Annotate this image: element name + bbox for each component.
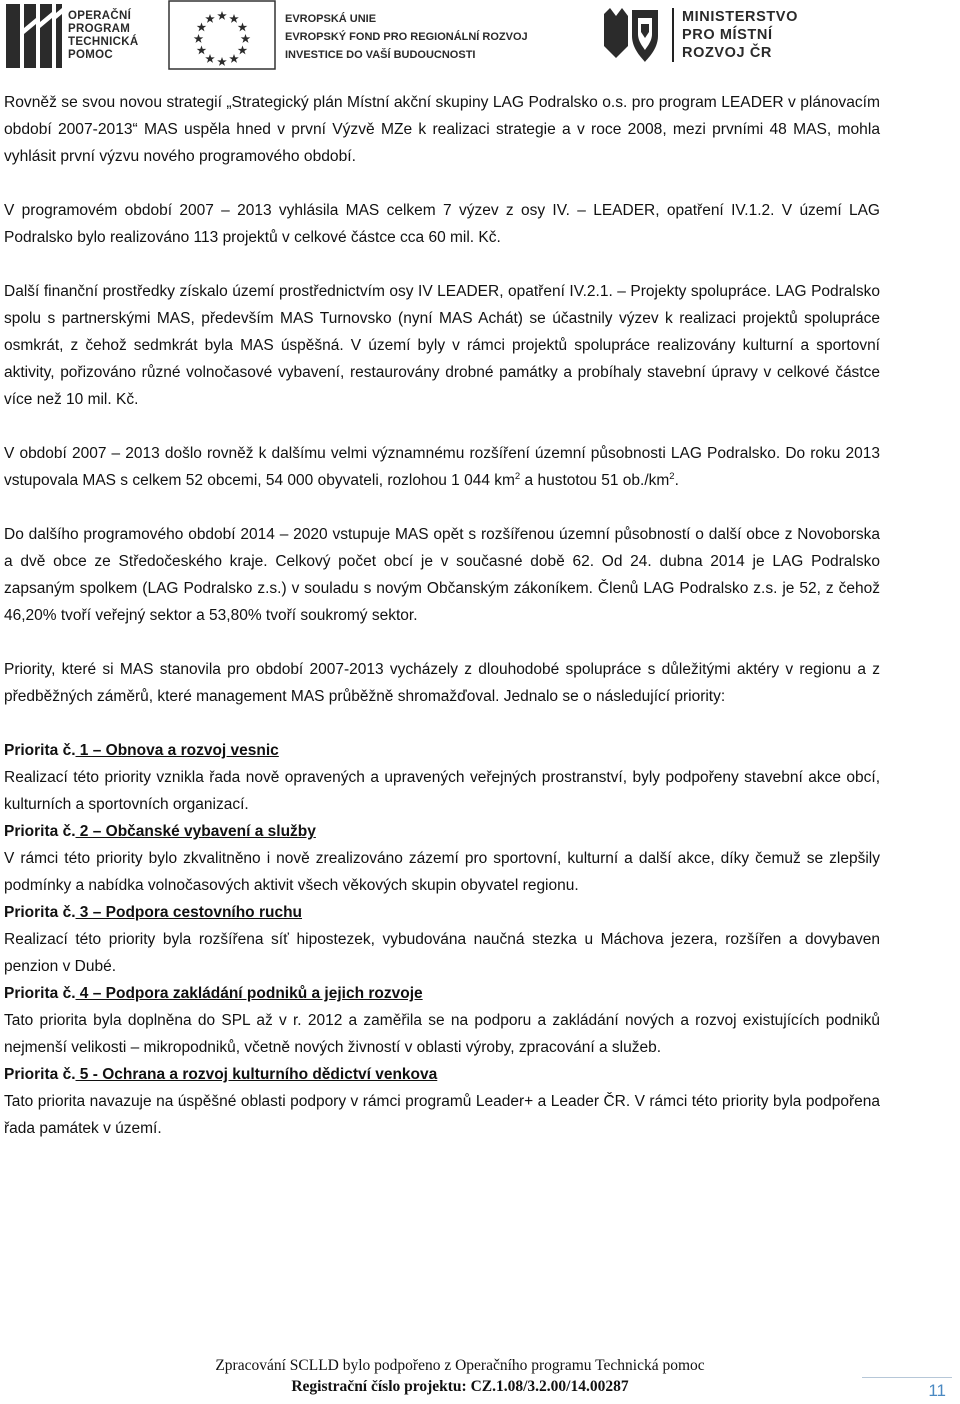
op-stripes-icon (6, 4, 62, 68)
ministry-separator (672, 8, 674, 62)
priority-item (4, 899, 880, 980)
priorities-list (4, 737, 880, 1142)
footer-registration-line: Registrační číslo projektu: CZ.1.08/3.2.00/14.00287 (291, 1378, 629, 1395)
footer-divider (862, 1377, 952, 1378)
footer-text (180, 1355, 740, 1397)
paragraph-priorities-intro: Priority, které si MAS stanovila pro období 2007-2013 vycházely z dlouhodobé spolupráce s důležitými aktéry v regionu a z předběžných záměrů, které management MAS průběžně shromažďoval. Jednalo se o následující priority: (4, 661, 880, 705)
priority-item (4, 980, 880, 1061)
priority-text: Tato priorita byla doplněna do SPL až v r. 2012 a zaměřila se na podporu a zakládání nových a rozvoj existujících podniků nejmenší velikosti – mikropodniků, včetně nových živností v oblasti výroby, zpracování a služeb. (4, 1012, 880, 1056)
priority-heading: Priorita č. 1 – Obnova a rozvoj vesnic (4, 742, 279, 759)
priority-item (4, 1061, 880, 1142)
priority-text: V rámci této priority bylo zkvalitněno i nově zrealizováno zázemí pro sportovní, kulturní a další akce, díky čemuž se zlepšily podmínky a nabídka volnočasových aktivit všech věkových skupin obyvatel regionu. (4, 850, 880, 894)
paragraph-cooperation-projects: Další finanční prostředky získalo území prostřednictvím osy IV LEADER, opatření IV.2.1. – Projekty spolupráce. LAG Podralsko spolu s partnerskými MAS, především MAS Turnovsko (nyní MAS Achát) se účastnily výzev k realizaci projektů spolupráce osmkrát, z čehož sedmkrát byla MAS úspěšná. V území byly v rámci projektů spolupráce realizovány kulturní a sportovní aktivity, pořizováno různé volnočasové vybavení, restaurovány drobné památky a probíhaly stavební úpravy v celkové částce více než 10 mil. Kč. (4, 283, 880, 408)
page-number: 11 (928, 1381, 946, 1400)
priority-text: Realizací této priority vznikla řada nově opravených a upravených veřejných prostranství, byly podpořeny stavební akce obcí, kulturních a sportovních organizací. (4, 769, 880, 813)
priority-heading: Priorita č. 3 – Podpora cestovního ruchu (4, 904, 303, 921)
page-header (0, 0, 960, 74)
priority-heading: Priorita č. 5 - Ochrana a rozvoj kulturního dědictví venkova (4, 1066, 438, 1083)
document-body (4, 89, 880, 1142)
eu-fund-text: EVROPSKÁ UNIE EVROPSKÝ FOND PRO REGIONÁLNÍ ROZVOJ INVESTICE DO VAŠÍ BUDOUCNOSTI (285, 13, 528, 61)
op-logo-text: OPERAČNÍ PROGRAM TECHNICKÁ POMOC (68, 10, 139, 61)
paragraph-territory-expansion: V období 2007 – 2013 došlo rovněž k dalšímu velmi významnému rozšíření územní působnosti LAG Podralsko. Do roku 2013 vstupovala MAS s celkem 52 obcemi, 54 000 obyvateli, rozlohou 1 044 $km^2$ a hustotou 51 $ob./km^2$. (4, 445, 880, 489)
ministry-text: MINISTERSTVO PRO MÍSTNÍ ROZVOJ ČR (682, 9, 798, 61)
priority-item (4, 818, 880, 899)
priority-item (4, 737, 880, 818)
paragraph-strategy: Rovněž se svou novou strategií „Strategický plán Místní akční skupiny LAG Podralsko o.s. pro program LEADER v plánovacím období 2007-2013“ MAS uspěla hned v první Výzvě MZe k realizaci strategie a v roce 2008, mezi prvními 48 MAS, mohla vyhlásit první výzvu nového programového období. (4, 94, 880, 165)
ministry-logo (600, 6, 840, 66)
priority-text: Tato priorita navazuje na úspěšné oblasti podpory v rámci programů Leader+ a Leader ČR. V rámci této priority byla podpořena řada památek v území. (4, 1093, 880, 1137)
priority-heading: Priorita č. 4 – Podpora zakládání podniků a jejich rozvoje (4, 985, 423, 1002)
paragraph-new-period: Do dalšího programového období 2014 – 2020 vstupuje MAS opět s rozšířenou územní působností o další obce z Novoborska a dvě obce ze Středočeského kraje. Celkový počet obcí je v současné době 62. Od 24. dubna 2014 je LAG Podralsko zapsaným spolkem (LAG Podralsko z.s.) v souladu s novým Občanským zákoníkem. Členů LAG Podralsko z.s. je 52, z čehož 46,20% tvoří veřejný sektor a 53,80% tvoří soukromý sektor. (4, 526, 880, 624)
footer-funding-line: Zpracování SCLLD bylo podpořeno z Operačního programu Technická pomoc (215, 1357, 705, 1374)
ministry-emblem-icon (600, 6, 662, 66)
op-technicka-pomoc-logo (6, 4, 156, 68)
page-footer (0, 1355, 960, 1403)
eu-flag-icon (168, 0, 276, 70)
priority-text: Realizací této priority byla rozšířena síť hipostezek, vybudována naučná stezka u Máchova jezera, rozšířen a dovybaven penzion v Dubé. (4, 931, 880, 975)
paragraph-programme-period: V programovém období 2007 – 2013 vyhlásila MAS celkem 7 výzev z osy IV. – LEADER, opatření IV.1.2. V území LAG Podralsko bylo realizováno 113 projektů v celkové částce cca 60 mil. Kč. (4, 202, 880, 246)
priority-heading: Priorita č. 2 – Občanské vybavení a služby (4, 823, 316, 840)
